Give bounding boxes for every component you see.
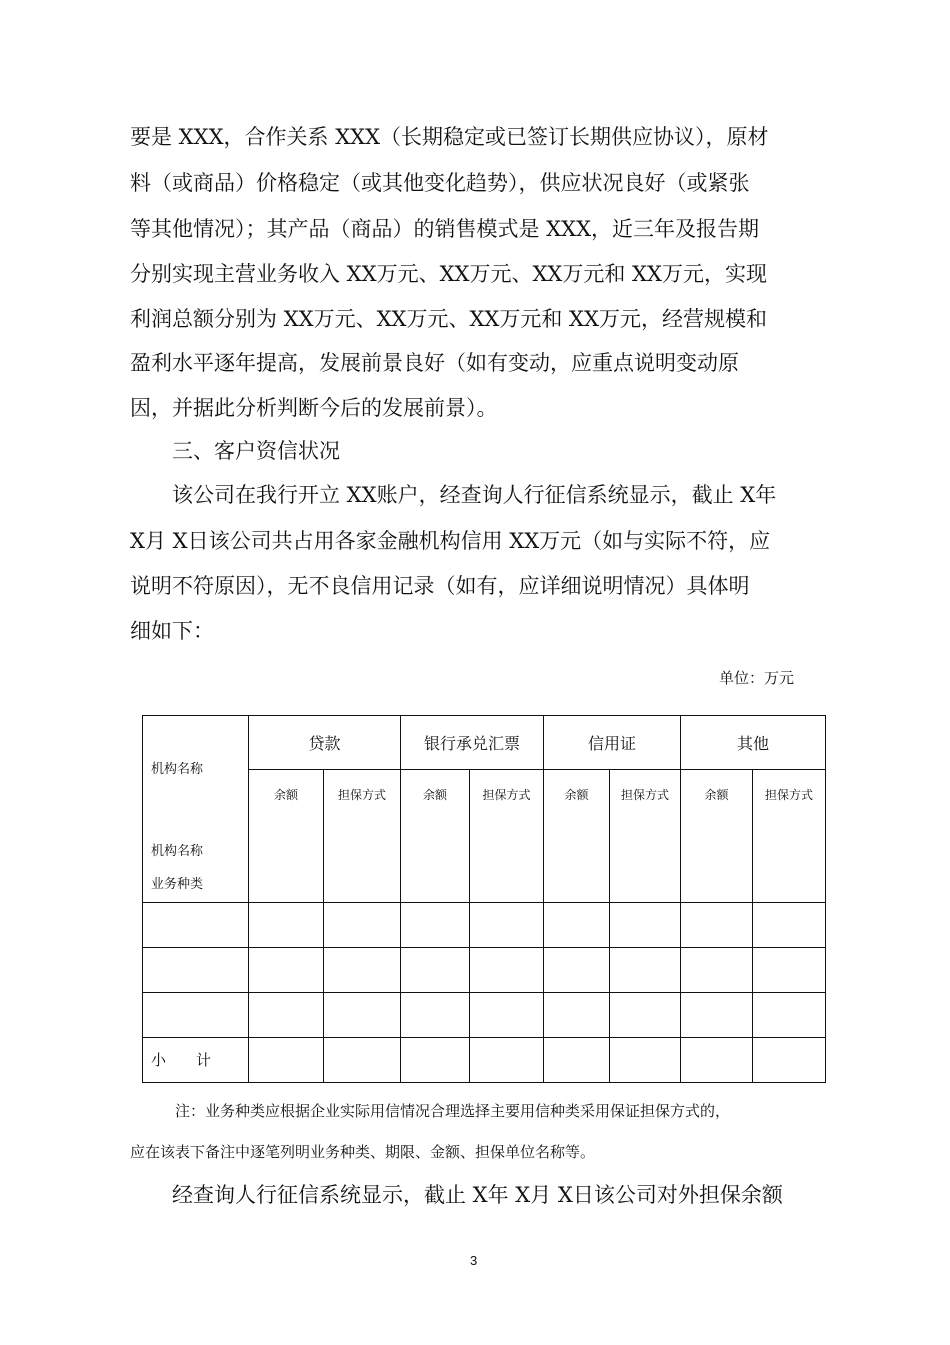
header-row (143, 716, 826, 770)
table-cell (401, 992, 470, 1037)
table-cell (470, 902, 544, 947)
body-line: 要是 XXX，合作关系 XXX（长期稳定或已签订长期供应协议），原材 (130, 125, 769, 149)
table-note: 注：业务种类应根据企业实际用信情况合理选择主要用信种类采用保证担保方式的， (130, 1102, 731, 1120)
body-line: 因，并据此分析判断今后的发展前景）。 (130, 396, 498, 420)
subtotal-label: 小 计 (151, 1051, 212, 1070)
page-number: 3 (470, 1253, 478, 1268)
table-cell (470, 992, 544, 1037)
table-cell (143, 947, 249, 992)
corner-label-business-type: 业务种类 (151, 877, 204, 892)
table-cell (681, 1037, 753, 1082)
table-note: 应在该表下备注中逐笔列明业务种类、期限、金额、担保单位名称等。 (130, 1143, 596, 1161)
body-line: 盈利水平逐年提高，发展前景良好（如有变动，应重点说明变动原 (130, 351, 739, 375)
table-cell (324, 902, 401, 947)
subtotal-row (143, 1037, 826, 1082)
table-cell (143, 992, 249, 1037)
body-line: X月 X日该公司共占用各家金融机构信用 XX万元（如与实际不符，应 (130, 529, 771, 553)
body-line: 料（或商品）价格稳定（或其他变化趋势），供应状况良好（或紧张 (130, 171, 750, 195)
sub-balance: 余额 (401, 770, 470, 902)
table-cell (324, 992, 401, 1037)
body-line: 分别实现主营业务收入 XX万元、XX万元、XX万元和 XX万元，实现 (130, 262, 767, 286)
section-heading: 三、客户资信状况 (130, 439, 340, 463)
table-cell (401, 947, 470, 992)
table-cell (401, 1037, 470, 1082)
sub-guarantee: 担保方式 (470, 770, 544, 902)
body-line: 细如下： (130, 619, 214, 643)
table-cell (544, 902, 610, 947)
table-cell (249, 947, 324, 992)
table-cell (470, 1037, 544, 1082)
table-cell (324, 1037, 401, 1082)
table-cell (610, 947, 681, 992)
body-line: 该公司在我行开立 XX账户，经查询人行征信系统显示，截止 X年 (130, 483, 777, 507)
credit-table (142, 715, 826, 1083)
table-cell (544, 992, 610, 1037)
category-loan: 贷款 (249, 716, 401, 770)
category-letter-of-credit: 信用证 (544, 716, 681, 770)
table-cell (143, 902, 249, 947)
table-row (143, 902, 826, 947)
closing-line: 经查询人行征信系统显示，截止 X年 X月 X日该公司对外担保余额 (130, 1183, 783, 1207)
sub-balance: 余额 (681, 770, 753, 902)
table-row (143, 992, 826, 1037)
table-row (143, 947, 826, 992)
table-cell (544, 1037, 610, 1082)
body-line: 利润总额分别为 XX万元、XX万元、XX万元和 XX万元，经营规模和 (130, 307, 767, 331)
table-cell (610, 1037, 681, 1082)
sub-guarantee: 担保方式 (610, 770, 681, 902)
table-cell (470, 947, 544, 992)
table-cell (544, 947, 610, 992)
sub-balance: 余额 (544, 770, 610, 902)
table-cell (681, 992, 753, 1037)
sub-guarantee: 担保方式 (324, 770, 401, 902)
body-line: 说明不符原因），无不良信用记录（如有，应详细说明情况）具体明 (130, 574, 750, 598)
table-cell (753, 902, 826, 947)
table-cell (610, 992, 681, 1037)
corner-label-institution: 机构名称 (151, 844, 204, 859)
category-other: 其他 (681, 716, 826, 770)
body-line: 等其他情况）；其产品（商品）的销售模式是 XXX，近三年及报告期 (130, 217, 760, 241)
unit-label: 单位：万元 (719, 669, 795, 687)
table-cell (753, 992, 826, 1037)
corner-label-top: 机构名称 (151, 762, 204, 777)
table-cell (249, 992, 324, 1037)
table-cell (401, 902, 470, 947)
header-corner-cell (143, 716, 249, 903)
sub-guarantee: 担保方式 (753, 770, 826, 902)
table-cell (753, 947, 826, 992)
table-cell (324, 947, 401, 992)
table-cell (610, 902, 681, 947)
sub-balance: 余额 (249, 770, 324, 902)
table-cell (681, 947, 753, 992)
table-cell (753, 1037, 826, 1082)
table-cell (249, 902, 324, 947)
subtotal-label-cell (143, 1037, 249, 1082)
table-cell (681, 902, 753, 947)
table-cell (249, 1037, 324, 1082)
category-acceptance-bill: 银行承兑汇票 (401, 716, 544, 770)
